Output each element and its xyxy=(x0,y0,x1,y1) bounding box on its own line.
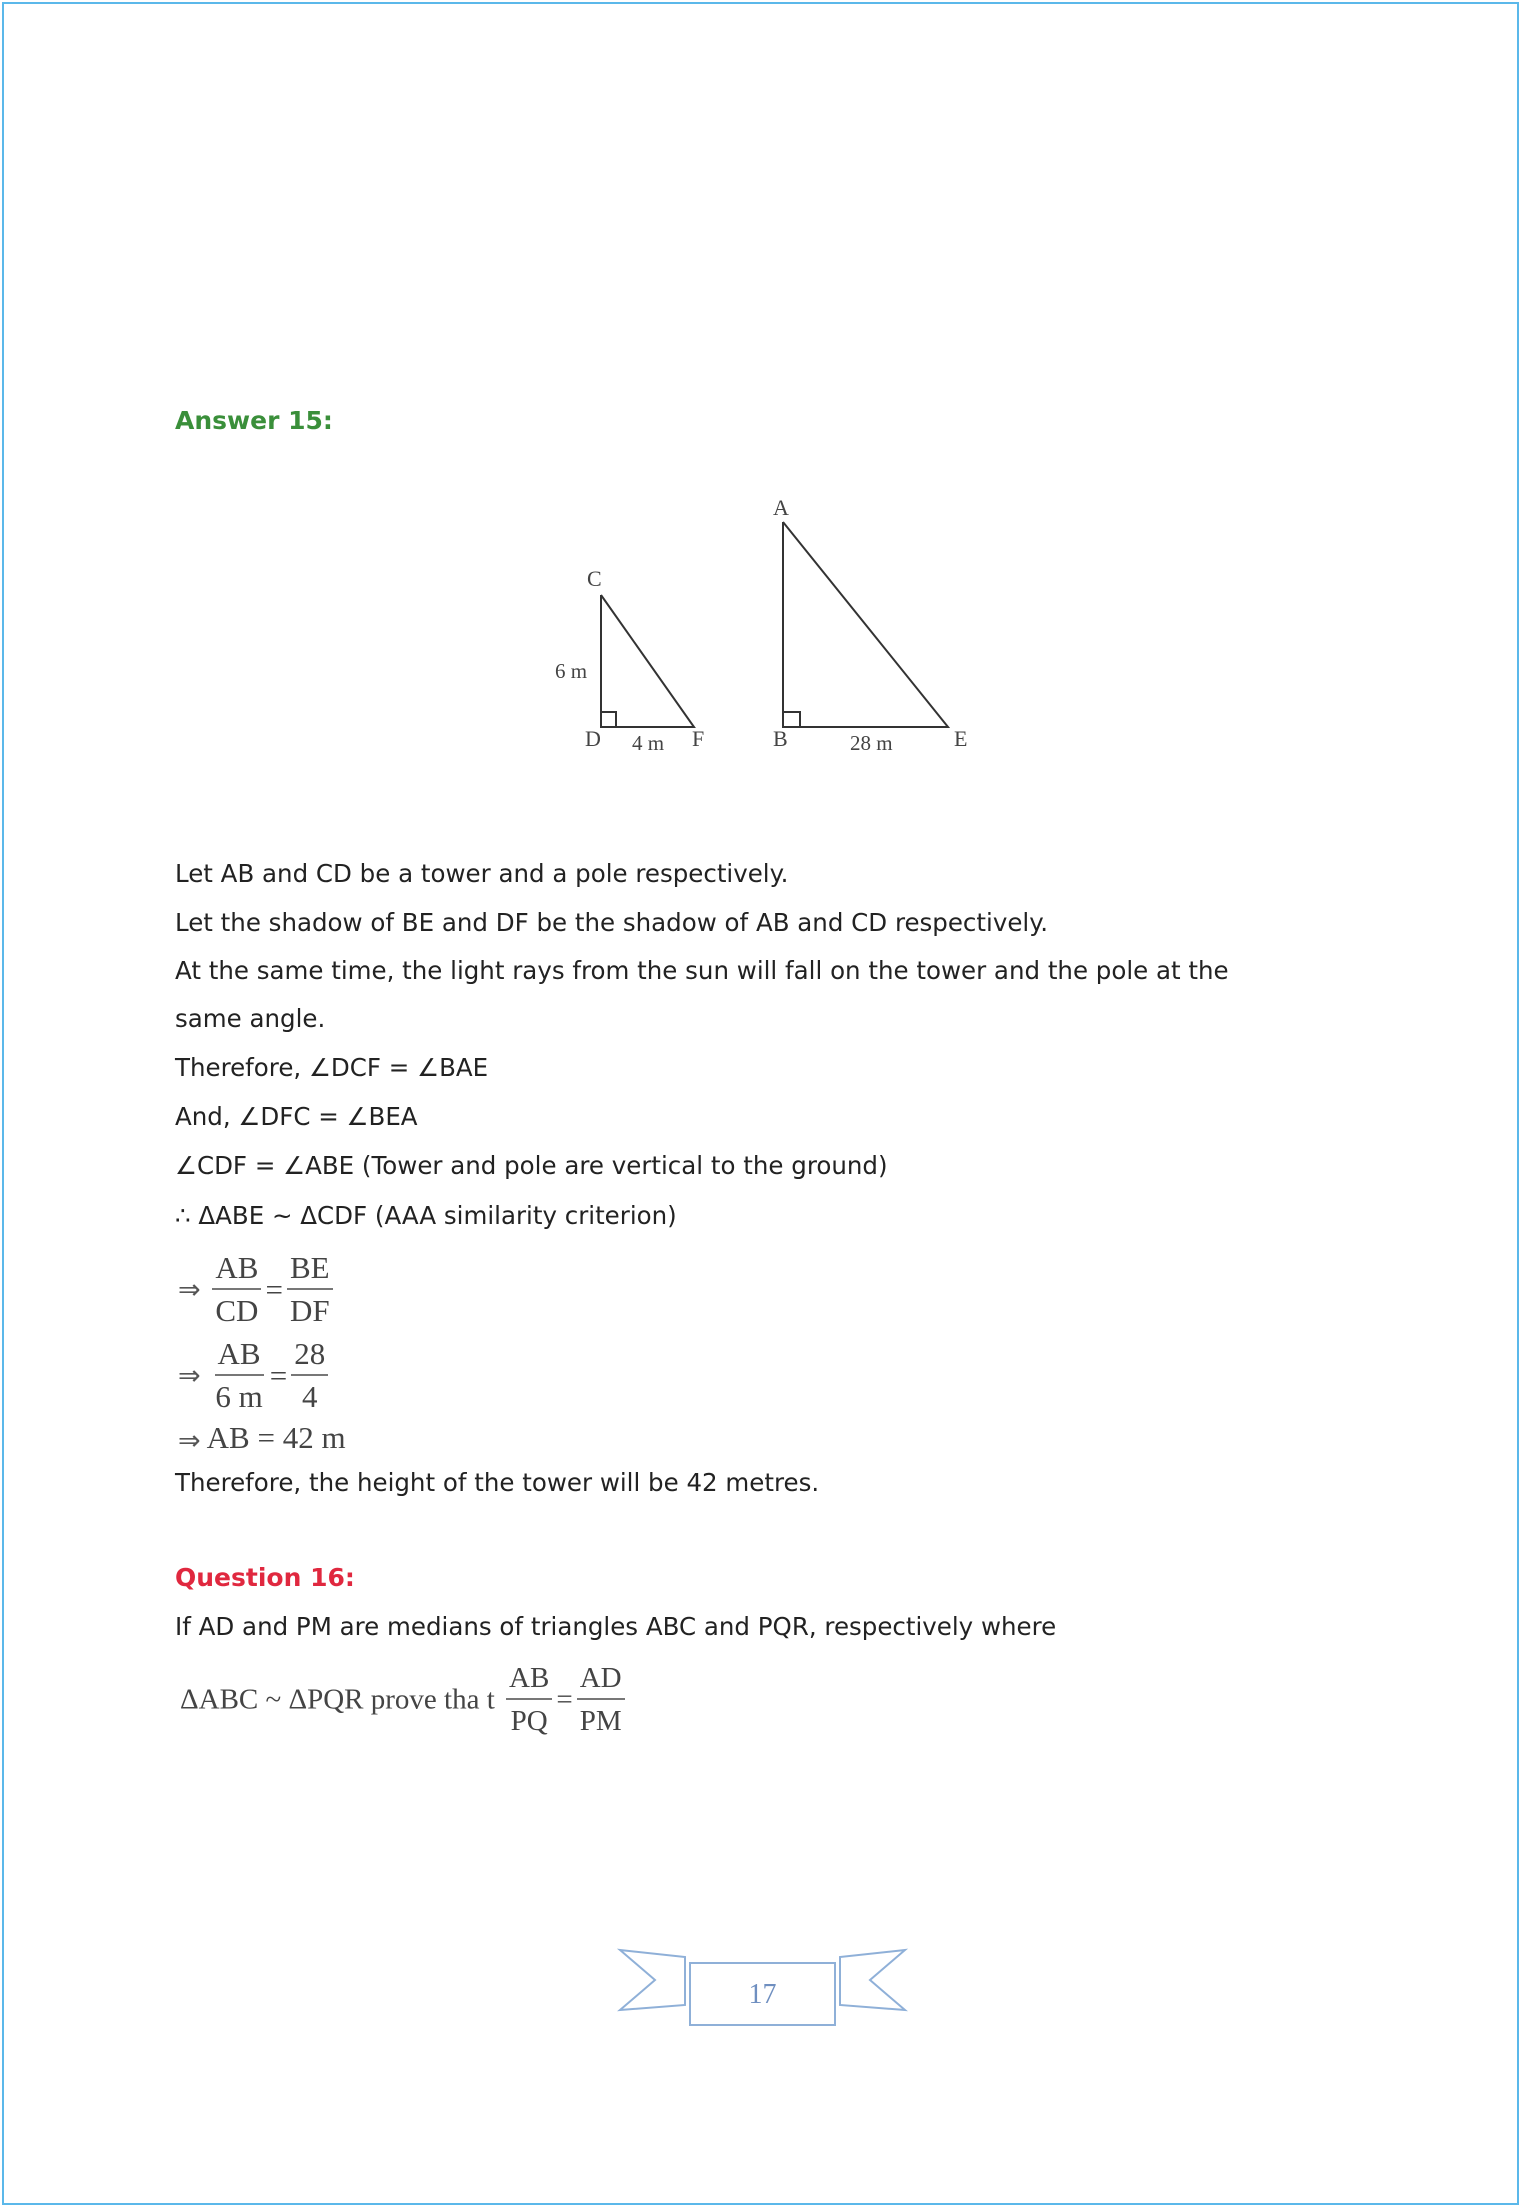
text-line: ∠CDF = ∠ABE (Tower and pole are vertical to the ground) xyxy=(175,1151,888,1180)
numerator: BE xyxy=(287,1248,333,1290)
math-step-3 xyxy=(178,1420,346,1456)
conclusion: Therefore, the height of the tower will be 42 metres. xyxy=(175,1468,820,1497)
label-e: E xyxy=(954,726,968,751)
numerator: AB xyxy=(215,1334,264,1376)
equals: = xyxy=(269,1358,288,1393)
question-heading: Question 16: xyxy=(175,1563,355,1592)
page-number: 17 xyxy=(748,1979,777,2010)
label-4m: 4 m xyxy=(632,731,665,755)
label-f: F xyxy=(692,726,705,751)
label-6m: 6 m xyxy=(555,659,588,683)
text-line: Let the shadow of BE and DF be the shadow of AB and CD respectively. xyxy=(175,908,1048,937)
numerator: AD xyxy=(577,1658,625,1700)
denominator: 6 m xyxy=(215,1379,263,1414)
triangle-abe xyxy=(783,522,948,727)
label-a: A xyxy=(773,495,789,520)
question-math xyxy=(180,1658,629,1742)
text-line: And, ∠DFC = ∠BEA xyxy=(175,1102,418,1131)
text-line: same angle. xyxy=(175,1004,326,1033)
triangles-figure xyxy=(540,480,1000,760)
label-d: D xyxy=(585,726,601,751)
implies-symbol: ⇒ xyxy=(178,1274,201,1306)
implies-symbol: ⇒ xyxy=(178,1360,201,1392)
implies-symbol: ⇒ xyxy=(178,1425,201,1457)
denominator: CD xyxy=(215,1293,259,1328)
equals: = xyxy=(556,1683,573,1716)
text-line: Let AB and CD be a tower and a pole respectively. xyxy=(175,859,789,888)
label-c: C xyxy=(587,566,602,591)
equals: = xyxy=(265,1272,283,1307)
denominator: PM xyxy=(579,1705,622,1737)
answer-heading: Answer 15: xyxy=(175,406,333,435)
denominator: PQ xyxy=(510,1705,548,1737)
numerator: 28 xyxy=(291,1334,328,1376)
question-prefix: ΔABC ~ ΔPQR prove tha t xyxy=(180,1683,495,1716)
label-28m: 28 m xyxy=(850,731,893,755)
numerator: AB xyxy=(212,1248,261,1290)
denominator: DF xyxy=(289,1293,330,1328)
denominator: 4 xyxy=(301,1379,318,1414)
question-text: If AD and PM are medians of triangles ABC and PQR, respectively where xyxy=(175,1612,1057,1641)
text-line: At the same time, the light rays from the sun will fall on the tower and the pole at the xyxy=(175,956,1229,985)
numerator: AB xyxy=(506,1658,552,1700)
result: AB = 42 m xyxy=(206,1420,346,1455)
text-line: ∴ ΔABE ~ ΔCDF (AAA similarity criterion) xyxy=(175,1201,677,1230)
triangle-cdf xyxy=(601,595,694,727)
label-b: B xyxy=(773,726,788,751)
text-line: Therefore, ∠DCF = ∠BAE xyxy=(175,1053,489,1082)
math-step-2 xyxy=(178,1334,332,1418)
math-step-1 xyxy=(178,1248,337,1332)
